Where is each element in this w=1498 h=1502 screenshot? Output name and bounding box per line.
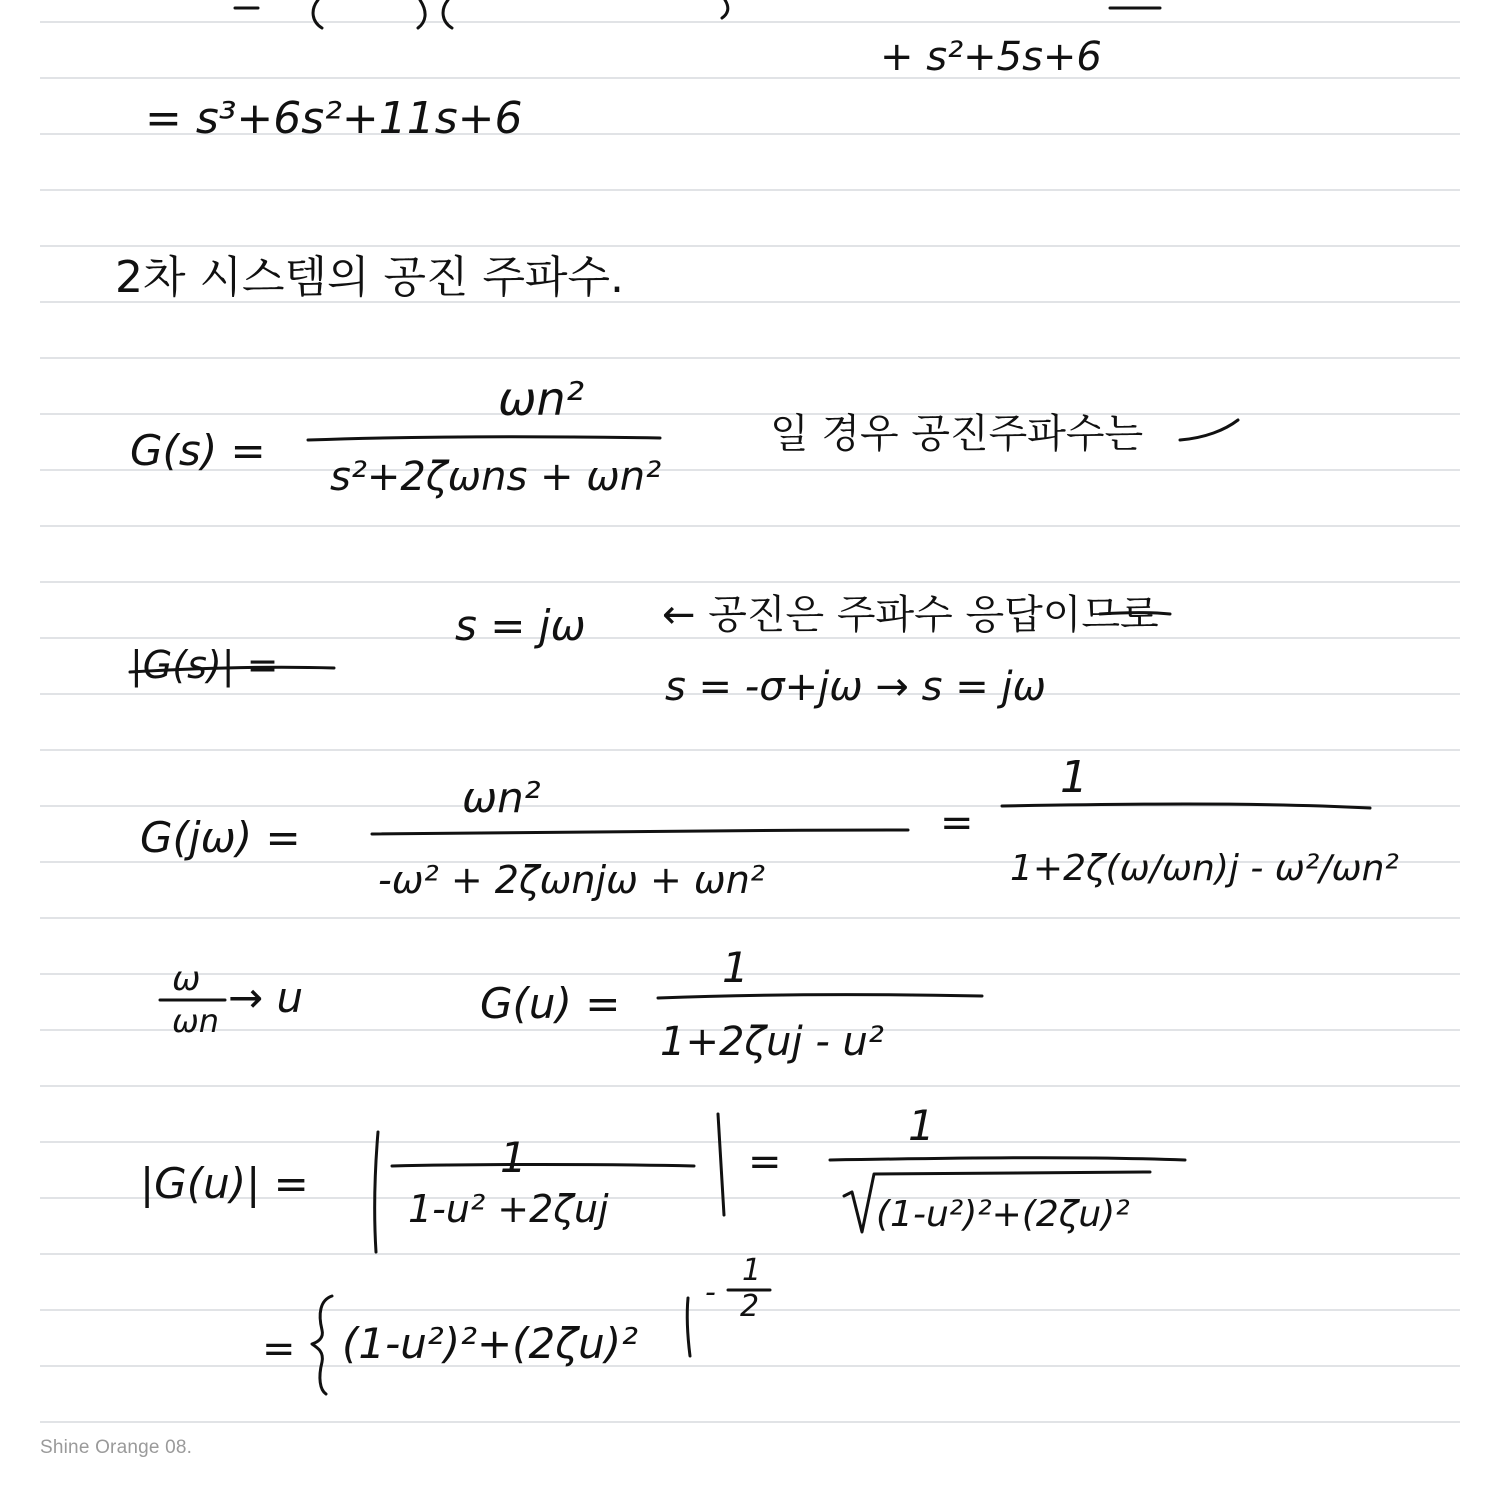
- g-of-s-label: G(s) =: [130, 426, 266, 475]
- final-brace-right: [687, 1298, 690, 1356]
- g-of-s-remark: 일 경우 공진주파수는: [770, 411, 1144, 457]
- g-of-u-denominator: 1+2ζuj - u²: [660, 1019, 884, 1065]
- g-of-jw-denominator: -ω² + 2ζωnjω + ωn²: [378, 858, 766, 902]
- final-exponent-sign: -: [705, 1275, 716, 1310]
- magnitude-numerator: 1: [500, 1133, 527, 1182]
- heading-resonance: 2차 시스템의 공진 주파수.: [115, 252, 624, 303]
- footer-brand: Shine Orange 08.: [40, 1437, 193, 1458]
- final-expression: (1-u²)²+(2ζu)²: [342, 1319, 638, 1368]
- magnitude-fraction-bar: [392, 1165, 694, 1167]
- final-exponent-numerator: 1: [742, 1253, 762, 1288]
- g-of-jw-numerator-2: 1: [1060, 752, 1088, 803]
- g-of-jw-fraction-bar: [372, 830, 908, 834]
- magnitude-equals: =: [748, 1139, 782, 1185]
- g-of-jw-label: G(jω) =: [140, 813, 301, 862]
- magnitude-denominator: 1-u² +2ζuj: [408, 1187, 609, 1231]
- magnitude-denominator-2: (1-u²)²+(2ζu)²: [876, 1194, 1130, 1235]
- g-of-jw-equals: =: [940, 800, 974, 846]
- line-top-partial: + s²+5s+6: [880, 34, 1102, 80]
- abs-bar-right: [718, 1114, 724, 1215]
- magnitude-fraction-bar-2: [830, 1158, 1185, 1160]
- omega-over-omegan-bottom: ωn: [172, 1002, 220, 1040]
- arrow-to-u: → u: [228, 973, 304, 1022]
- abs-bar-left: [375, 1132, 378, 1252]
- substitution-s-jw: s = jω: [455, 601, 586, 650]
- g-of-jw-numerator: ωn²: [462, 773, 541, 822]
- g-of-s-numerator: ωn²: [498, 372, 585, 426]
- result-polynomial: = s³+6s²+11s+6: [145, 93, 523, 144]
- crossed-out-expression: [130, 643, 334, 688]
- substitution-note: ← 공진은 주파수 응답이므로: [662, 592, 1159, 638]
- magnitude-numerator-2: 1: [908, 1101, 935, 1150]
- g-of-u-numerator: 1: [722, 943, 749, 992]
- final-equals: =: [262, 1326, 296, 1372]
- g-of-s-denominator: s²+2ζωns + ωn²: [330, 454, 662, 500]
- omega-over-omegan-top: ω: [172, 959, 201, 999]
- final-brace-left: [312, 1296, 332, 1394]
- top-cut-line: [235, 0, 1160, 28]
- g-of-u-fraction-bar: [658, 995, 982, 998]
- final-exponent-denominator: 2: [740, 1289, 760, 1324]
- substitution-arrow: s = -σ+jω → s = jω: [665, 664, 1047, 710]
- crossed-out-text: |G(s)| =: [130, 643, 279, 687]
- g-of-jw-denominator-2: 1+2ζ(ω/ωn)j - ω²/ωn²: [1010, 848, 1399, 889]
- ruled-lines: [40, 22, 1460, 1422]
- strike-through-word: [1100, 613, 1170, 615]
- magnitude-label: |G(u)| =: [140, 1159, 309, 1208]
- remark-underline-tail: [1180, 420, 1238, 440]
- g-of-s-fraction-bar: [308, 437, 660, 440]
- g-of-u-label: G(u) =: [480, 979, 621, 1028]
